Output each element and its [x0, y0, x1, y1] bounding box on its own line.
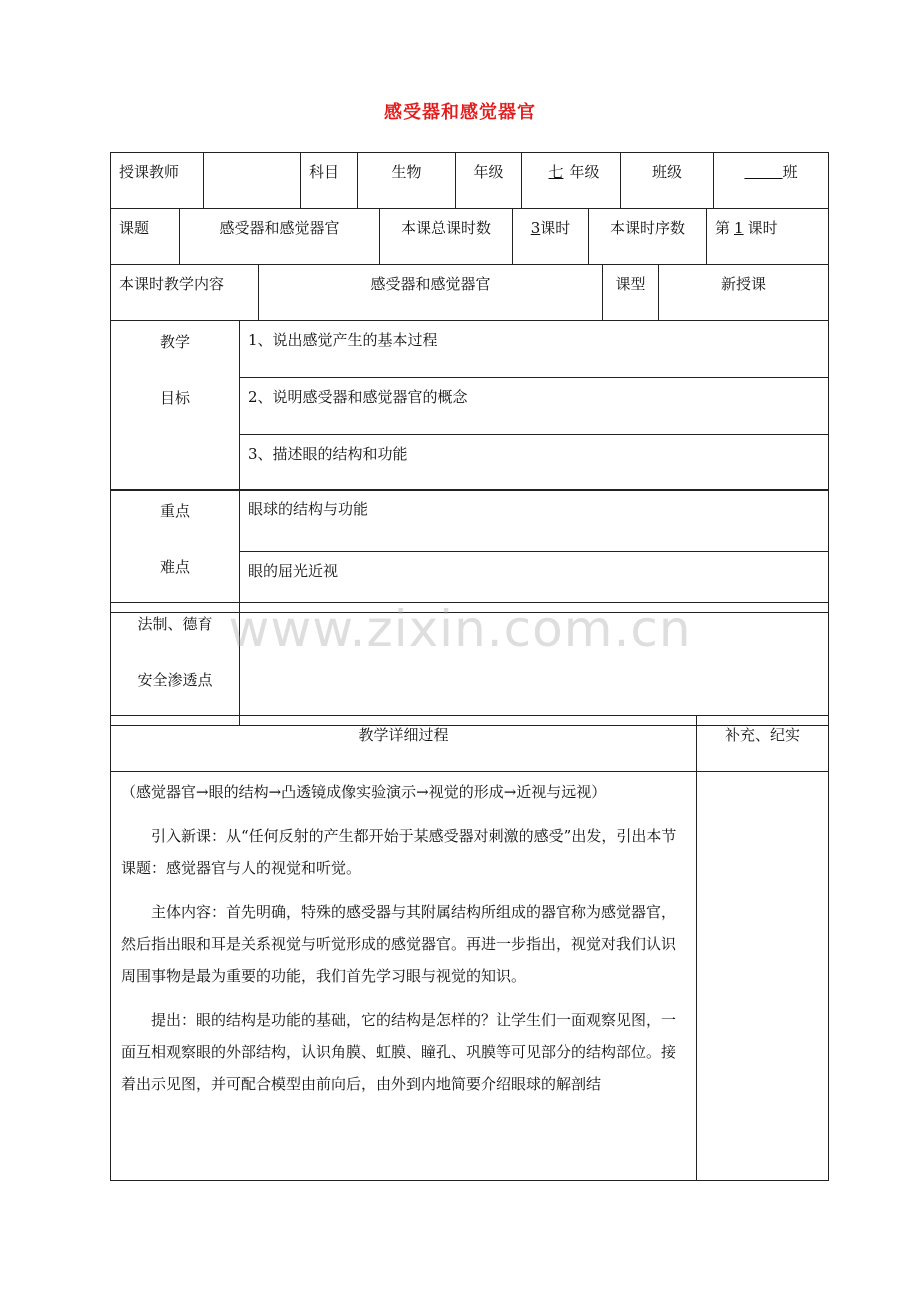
total-hours-value: 3: [530, 219, 541, 237]
sequence-cell: [707, 209, 829, 265]
sequence-prefix: 第: [715, 219, 731, 237]
objectives-label: [111, 321, 240, 491]
subject-label: 科目: [301, 153, 358, 209]
info-row-1: [110, 152, 828, 209]
keypoints-label: [111, 490, 240, 613]
moral-section: [110, 602, 828, 716]
sequence-label: 本课时序数: [589, 209, 707, 265]
process-outline: （感觉器官→眼的结构→凸透镜成像实验演示→视觉的形成→近视与远视）: [121, 783, 607, 801]
teacher-value: [204, 153, 301, 209]
class-suffix: 班: [782, 163, 798, 181]
total-hours-suffix: 课时: [540, 219, 571, 237]
process-body-row: [110, 771, 828, 1181]
teacher-label: 授课教师: [111, 153, 204, 209]
moral-value: [240, 603, 829, 726]
content-label: 本课时教学内容: [111, 265, 259, 321]
supplement-header: 补充、纪实: [697, 716, 829, 772]
subject-value: 生物: [358, 153, 456, 209]
sequence-value: 1: [734, 219, 744, 237]
total-hours-cell: [513, 209, 589, 265]
process-paragraph: 主体内容：首先明确，特殊的感受器与其附属结构所组成的器官称为感觉器官，然后指出眼和耳是关系视觉与听觉形成的感觉器官。再进一步指出，视觉对我们认识周围事物是最为重要的功能，我们首先学习眼与视觉的知识。: [121, 903, 677, 985]
grade-cell: [522, 153, 621, 209]
grade-label: 年级: [456, 153, 522, 209]
content-value: 感受器和感觉器官: [259, 265, 603, 321]
process-body: [111, 772, 697, 1181]
objectives-label-bottom: 目标: [159, 389, 190, 407]
grade-value: 七: [548, 163, 564, 181]
process-header-row: [110, 715, 828, 772]
objectives-label-top: 教学: [159, 333, 190, 351]
info-row-2: [110, 208, 828, 265]
moral-label-bottom: 安全渗透点: [137, 671, 213, 689]
objective-item: 3、描述眼的结构和功能: [240, 435, 829, 491]
difficult-point-value: 眼的屈光近视: [240, 551, 829, 613]
class-label: 班级: [621, 153, 714, 209]
sequence-suffix: 课时: [747, 219, 778, 237]
process-paragraph: 引入新课：从“任何反射的产生都开始于某感受器对刺激的感受”出发，引出本节课题：感觉器官与人的视觉和听觉。: [121, 827, 677, 877]
class-cell: [714, 153, 829, 209]
topic-label: 课题: [111, 209, 180, 265]
keypoints-label-top: 重点: [159, 502, 190, 520]
supplement-body: [697, 772, 829, 1181]
process-header: 教学详细过程: [111, 716, 697, 772]
grade-suffix: 年级: [569, 163, 600, 181]
topic-value: 感受器和感觉器官: [180, 209, 380, 265]
objectives-section: [110, 320, 828, 490]
moral-label-top: 法制、德育: [137, 615, 213, 633]
class-blank: [744, 163, 782, 181]
keypoints-section: [110, 489, 828, 603]
lesson-type-label: 课型: [603, 265, 659, 321]
keypoints-label-bottom: 难点: [159, 558, 190, 576]
lesson-type-value: 新授课: [659, 265, 829, 321]
objective-item: 1、说出感觉产生的基本过程: [240, 321, 829, 378]
page-title: 感受器和感觉器官: [384, 102, 536, 123]
total-hours-label: 本课总课时数: [380, 209, 513, 265]
process-paragraph: 提出：眼的结构是功能的基础，它的结构是怎样的？让学生们一面观察见图，一面互相观察眼的外部结构，认识角膜、虹膜、瞳孔、巩膜等可见部分的结构部位。接着出示见图，并可配合模型由前向后，由外到内地简要介绍眼球的解剖结: [121, 1011, 677, 1093]
info-row-3: [110, 264, 828, 321]
moral-label: [111, 603, 240, 726]
objective-item: 2、说明感受器和感觉器官的概念: [240, 378, 829, 435]
key-point-value: 眼球的结构与功能: [240, 490, 829, 552]
watermark: www.zixin.com.cn: [228, 600, 692, 658]
